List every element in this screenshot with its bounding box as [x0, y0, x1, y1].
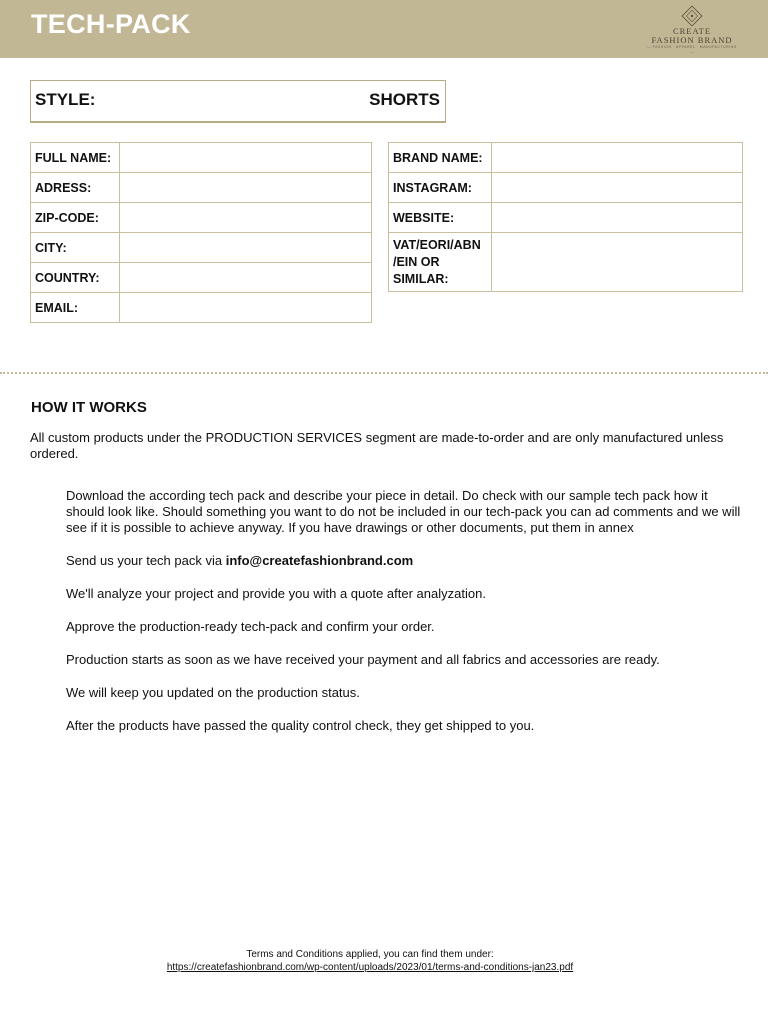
- step-item: [66, 553, 746, 569]
- footer-note: Terms and Conditions applied, you can find them under:: [246, 949, 494, 960]
- brand-logo: [646, 5, 738, 55]
- form-row: [31, 173, 372, 203]
- form-row: [31, 263, 372, 293]
- field-label-email: EMAIL:: [31, 293, 120, 323]
- field-input-adress[interactable]: [120, 173, 372, 203]
- form-row: [389, 203, 743, 233]
- field-input-city[interactable]: [120, 233, 372, 263]
- field-label-full-name: FULL NAME:: [31, 143, 120, 173]
- footer: [0, 948, 740, 974]
- step-text: Download the according tech pack and describe your piece in detail. Do check with our sample tech pack how it should look like. Should something you want to do not be included in our tech-pack you can ad comments and we will see if it is possible to achieve anyway. If you have drawings or other documents, put them in annex: [66, 488, 741, 535]
- step-text: After the products have passed the quality control check, they get shipped to you.: [66, 718, 535, 733]
- step-item: [66, 488, 746, 536]
- logo-tagline: — FASHION · APPAREL · MANUFACTURING —: [647, 45, 737, 54]
- step-text: We will keep you updated on the production status.: [66, 685, 360, 700]
- field-label-line: VAT/EORI/ABN: [393, 237, 481, 252]
- field-label-vat-eori-abn-ein-orsimilar: [389, 233, 492, 292]
- form-row: [389, 173, 743, 203]
- field-label-instagram: INSTAGRAM:: [389, 173, 492, 203]
- how-it-works-intro: All custom products under the PRODUCTION SERVICES segment are made-to-order and are only manufactured unless ordered.: [30, 430, 724, 461]
- contact-email[interactable]: info@createfashionbrand.com: [225, 553, 414, 568]
- field-input-vat-eori-abn-ein-orsimilar[interactable]: [492, 233, 743, 292]
- field-input-email[interactable]: [120, 293, 372, 323]
- step-text: Approve the production-ready tech-pack and confirm your order.: [66, 619, 435, 634]
- form-row: [31, 293, 372, 323]
- style-value[interactable]: SHORTS: [369, 90, 440, 109]
- step-text: Send us your tech pack via: [66, 553, 226, 568]
- field-input-zip-code[interactable]: [120, 203, 372, 233]
- how-it-works-steps: [66, 488, 746, 751]
- step-item: [66, 586, 746, 602]
- form-row: [31, 143, 372, 173]
- field-label-line: /EIN OR: [393, 254, 440, 269]
- form-row: [389, 233, 743, 292]
- step-item: [66, 619, 746, 635]
- field-label-line: SIMILAR:: [393, 271, 449, 286]
- logo-text-line1: CREATE: [672, 26, 712, 36]
- style-label: STYLE:: [35, 90, 96, 109]
- header-bar: [0, 0, 768, 58]
- field-input-country[interactable]: [120, 263, 372, 293]
- field-input-brand-name[interactable]: [492, 143, 743, 173]
- field-label-city: CITY:: [31, 233, 120, 263]
- style-box: [30, 80, 446, 123]
- step-text: We'll analyze your project and provide you with a quote after analyzation.: [66, 586, 486, 601]
- brand-info-table: [388, 142, 743, 292]
- field-label-brand-name: BRAND NAME:: [389, 143, 492, 173]
- page-title: TECH-PACK: [31, 9, 191, 39]
- field-label-website: WEBSITE:: [389, 203, 492, 233]
- diamond-logo-icon: [681, 5, 703, 27]
- terms-link[interactable]: https://createfashionbrand.com/wp-content/uploads/2023/01/terms-and-conditions-jan23.pdf: [166, 962, 574, 973]
- form-row: [389, 143, 743, 173]
- how-it-works-heading: HOW IT WORKS: [31, 399, 147, 416]
- form-row: [31, 203, 372, 233]
- step-item: [66, 652, 746, 668]
- field-label-country: COUNTRY:: [31, 263, 120, 293]
- field-input-instagram[interactable]: [492, 173, 743, 203]
- step-item: [66, 718, 746, 734]
- section-divider: [0, 372, 768, 374]
- field-input-website[interactable]: [492, 203, 743, 233]
- field-input-full-name[interactable]: [120, 143, 372, 173]
- logo-text-line2: FASHION BRAND: [651, 35, 733, 45]
- step-text: Production starts as soon as we have received your payment and all fabrics and accessories are ready.: [66, 652, 660, 667]
- customer-info-table: [30, 142, 372, 323]
- form-row: [31, 233, 372, 263]
- field-label-adress: ADRESS:: [31, 173, 120, 203]
- field-label-zip-code: ZIP-CODE:: [31, 203, 120, 233]
- step-item: [66, 685, 746, 701]
